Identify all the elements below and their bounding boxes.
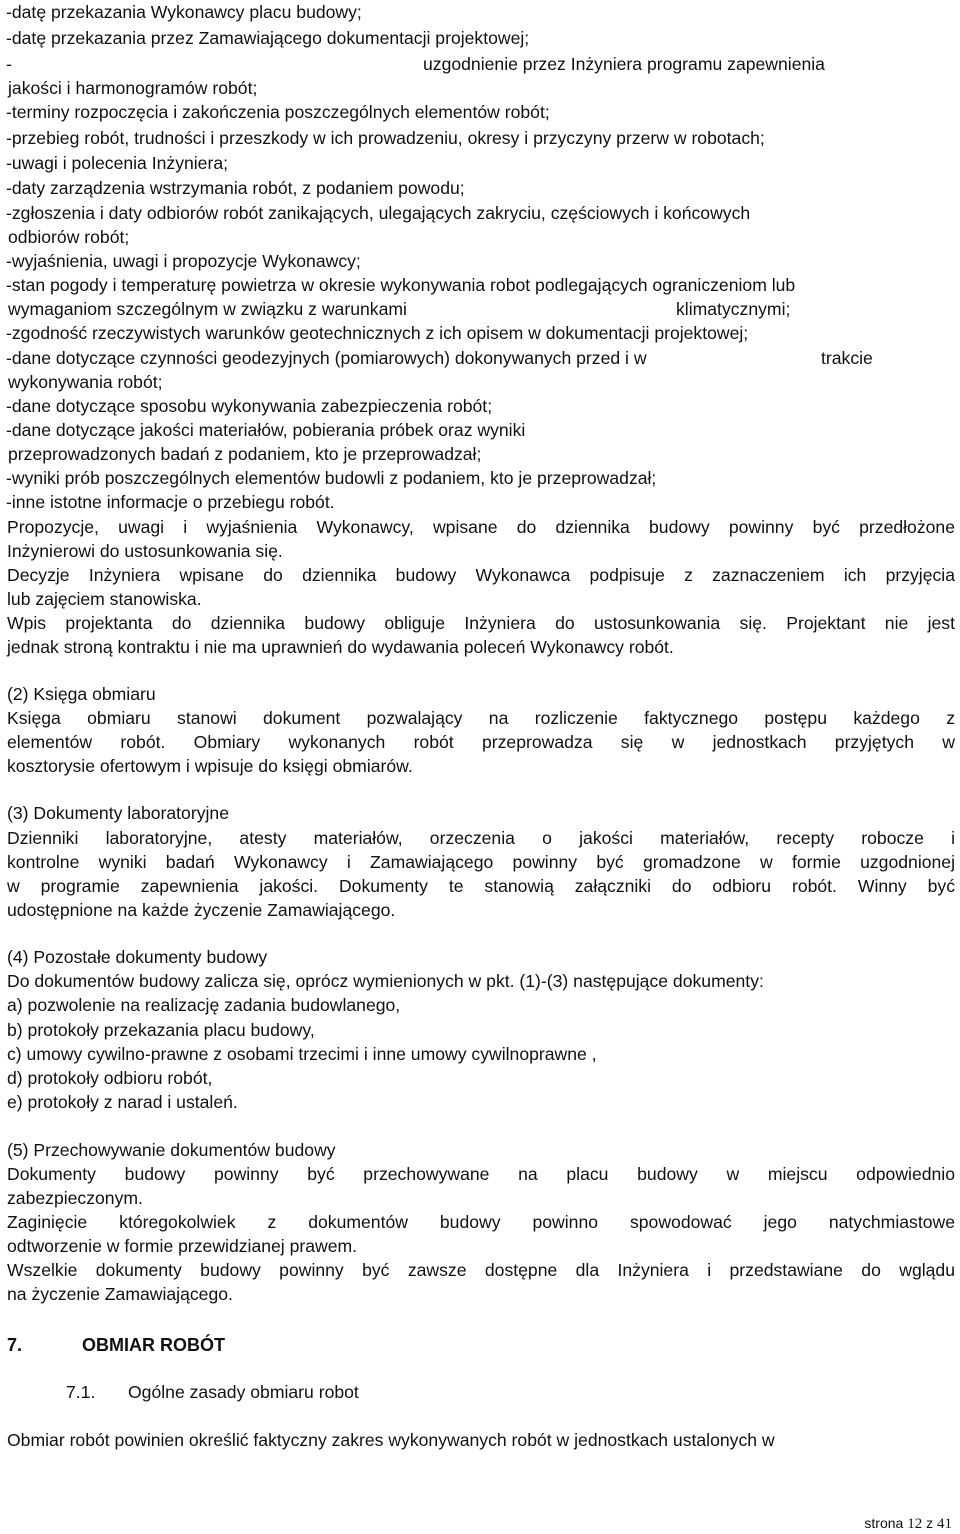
- list-item: b) protokoły przekazania placu budowy,: [7, 1020, 315, 1040]
- footer-page: 12: [907, 1516, 923, 1532]
- list-item: -datę przekazania Wykonawcy placu budowy;: [6, 2, 362, 22]
- list-item: -daty zarządzenia wstrzymania robót, z podaniem powodu;: [6, 178, 465, 198]
- list-item-continuation: jakości i harmonogramów robót;: [8, 78, 258, 98]
- list-item-continuation: przeprowadzonych badań z podaniem, kto je przeprowadzał;: [8, 444, 482, 464]
- paragraph-line: w programie zapewnienia jakości. Dokumenty te stanowią załączniki do odbioru robót. Winny być: [7, 876, 955, 896]
- list-item: -wyniki prób poszczególnych elementów budowli z podaniem, kto je przeprowadzał;: [6, 468, 657, 488]
- list-item: -wyjaśnienia, uwagi i propozycje Wykonawcy;: [6, 251, 361, 271]
- paragraph-line: Wpis projektanta do dziennika budowy obliguje Inżyniera do ustosunkowania się. Projektant nie jest: [7, 613, 955, 633]
- footer-of: z: [926, 1515, 934, 1531]
- footer-prefix: strona: [864, 1515, 904, 1531]
- list-item: -terminy rozpoczęcia i zakończenia poszczególnych elementów robót;: [6, 102, 550, 122]
- list-item-continuation: wykonywania robót;: [8, 372, 163, 392]
- paragraph-line: odtworzenie w formie przewidzianej prawem.: [7, 1236, 358, 1256]
- list-item-dash: -: [6, 54, 12, 74]
- list-item: c) umowy cywilno-prawne z osobami trzecimi i inne umowy cywilnoprawne ,: [7, 1044, 597, 1064]
- paragraph-line: udostępnione na każde życzenie Zamawiającego.: [7, 900, 396, 920]
- paragraph-line: Obmiar robót powinien określić faktyczny zakres wykonywanych robót w jednostkach ustalonych w: [7, 1430, 775, 1450]
- list-item: -datę przekazania przez Zamawiającego dokumentacji projektowej;: [6, 28, 530, 48]
- section-heading: (5) Przechowywanie dokumentów budowy: [7, 1140, 336, 1160]
- paragraph-line: Księga obmiaru stanowi dokument pozwalający na rozliczenie faktycznego postępu każdego z: [7, 708, 955, 728]
- paragraph-line: Inżynierowi do ustosunkowania się.: [7, 541, 283, 561]
- list-item: -dane dotyczące sposobu wykonywania zabezpieczenia robót;: [6, 396, 493, 416]
- list-item-continuation: klimatycznymi;: [676, 299, 791, 319]
- list-item: uzgodnienie przez Inżyniera programu zapewnienia: [423, 54, 825, 74]
- paragraph-line: jednak stroną kontraktu i nie ma uprawnień do wydawania poleceń Wykonawcy robót.: [7, 637, 674, 657]
- paragraph-line: kontrolne wyniki badań Wykonawcy i Zamawiającego powinny być gromadzone w formie uzgodnionej: [7, 852, 955, 872]
- list-item: -dane dotyczące jakości materiałów, pobierania próbek oraz wyniki: [6, 420, 526, 440]
- paragraph-line: Dokumenty budowy powinny być przechowywane na placu budowy w miejscu odpowiednio: [7, 1164, 955, 1184]
- section-heading: (4) Pozostałe dokumenty budowy: [7, 947, 268, 967]
- section-heading: (3) Dokumenty laboratoryjne: [7, 803, 229, 823]
- subsection-number: 7.1.: [66, 1382, 96, 1402]
- paragraph-line: elementów robót. Obmiary wykonanych robót przeprowadza się w jednostkach przyjętych w: [7, 732, 955, 752]
- list-item: -zgodność rzeczywistych warunków geotechnicznych z ich opisem w dokumentacji projektowej;: [6, 323, 749, 343]
- paragraph-line: Decyzje Inżyniera wpisane do dziennika budowy Wykonawca podpisuje z zaznaczeniem ich przyjęcia: [7, 565, 955, 585]
- list-item-continuation: odbiorów robót;: [8, 227, 130, 247]
- list-item: -zgłoszenia i daty odbiorów robót zanikających, ulegających zakryciu, częściowych i końcowych: [6, 203, 751, 223]
- paragraph-line: lub zajęciem stanowiska.: [7, 589, 202, 609]
- list-item: a) pozwolenie na realizację zadania budowlanego,: [7, 995, 401, 1015]
- list-item: d) protokoły odbioru robót,: [7, 1068, 213, 1088]
- list-item: trakcie: [821, 348, 873, 368]
- list-item: -inne istotne informacje o przebiegu robót.: [6, 492, 335, 512]
- paragraph-line: zabezpieczonym.: [7, 1188, 143, 1208]
- list-item: -dane dotyczące czynności geodezyjnych (pomiarowych) dokonywanych przed i w: [6, 348, 647, 368]
- paragraph-line: Do dokumentów budowy zalicza się, oprócz wymienionych w pkt. (1)-(3) następujące dokumenty:: [7, 971, 764, 991]
- paragraph-line: kosztorysie ofertowym i wpisuje do księgi obmiarów.: [7, 756, 413, 776]
- page-number-footer: [864, 1514, 952, 1533]
- section-heading: (2) Księga obmiaru: [7, 684, 156, 704]
- subsection-title: Ogólne zasady obmiaru robot: [128, 1382, 359, 1402]
- chapter-title: OBMIAR ROBÓT: [82, 1335, 225, 1355]
- paragraph-line: na życzenie Zamawiającego.: [7, 1284, 233, 1304]
- list-item: -uwagi i polecenia Inżyniera;: [6, 153, 229, 173]
- paragraph-line: Zaginięcie któregokolwiek z dokumentów budowy powinno spowodować jego natychmiastowe: [7, 1212, 955, 1232]
- paragraph-line: Wszelkie dokumenty budowy powinny być zawsze dostępne dla Inżyniera i przedstawiane do wglądu: [7, 1260, 955, 1280]
- list-item-continuation: wymaganiom szczególnym w związku z warunkami: [8, 299, 407, 319]
- list-item: e) protokoły z narad i ustaleń.: [7, 1092, 238, 1112]
- paragraph-line: Propozycje, uwagi i wyjaśnienia Wykonawcy, wpisane do dziennika budowy powinny być przedłożone: [7, 517, 955, 537]
- chapter-number: 7.: [7, 1335, 23, 1355]
- footer-total: 41: [937, 1516, 952, 1532]
- list-item: -przebieg robót, trudności i przeszkody w ich prowadzeniu, okresy i przyczyny przerw w robotach;: [6, 128, 765, 148]
- paragraph-line: Dzienniki laboratoryjne, atesty materiałów, orzeczenia o jakości materiałów, recepty robocze i: [7, 828, 955, 848]
- list-item: -stan pogody i temperaturę powietrza w okresie wykonywania robot podlegających ograniczeniom lub: [6, 275, 796, 295]
